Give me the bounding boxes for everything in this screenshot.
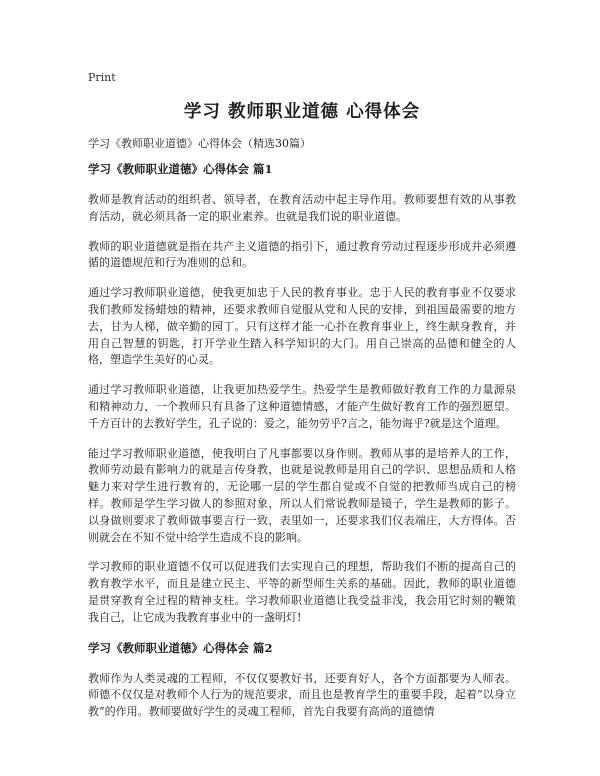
- paragraph: 教师的职业道德就是指在共产主义道德的指引下，通过教育劳动过程逐步形成并必须遵循的道德规范和行为准则的总和。: [88, 239, 516, 270]
- section-heading-2: 学习《教师职业道德》心得体会 篇2: [88, 640, 273, 655]
- section-heading-1: 学习《教师职业道德》心得体会 篇1: [88, 162, 273, 176]
- document-body: [88, 0, 516, 776]
- paragraph: 通过学习教师职业道德，使我更加忠于人民的教育事业。忠于人民的教育事业不仅要求我们教师发扬蜡烛的精神，还要求教师自觉服从党和人民的安排，到祖国最需要的地方去，甘为人梯，做辛勤的园丁。只有这样才能一心扑在教育事业上，终生献身教育，并用自己智慧的钥匙，打开学业生踏入科学知识的大门。用自己崇高的品德和健全的人格，塑造学生美好的心灵。: [88, 286, 516, 367]
- paragraph: 教师作为人类灵魂的工程师，不仅仅要教好书，还要育好人，各个方面都要为人师表。师德不仅仅是对教师个人行为的规范要求，而且也是教育学生的重要手段，起着“以身立教”的作用。教师要做好学生的灵魂工程师，首先自我要有高尚的道德情: [88, 671, 516, 719]
- print-label: Print: [88, 71, 116, 84]
- document-content: [88, 161, 516, 734]
- paragraph: 能过学习教师职业道德，使我明白了凡事都要以身作则。教师从事的是培养人的工作，教师劳动最有影响力的就是言传身教，也就是说教师是用自己的学识、思想品质和人格魅力来对学生进行教育的，无论哪一层的学生都自觉或不自觉的把教师当成自己的榜样。教师是学生学习做人的参照对象，所以人们常说教师是镜子，学生是教师的影子。以身做则要求了教师做事要言行一致，表里如一，还要求我们仪表端庄，大方得体。否则就会在不知不觉中给学生造成不良的影响。: [88, 446, 516, 544]
- paragraph: 学习教师的职业道德不仅可以促进我们去实现自己的理想，帮助我们不断的提高自己的教育教学水平，而且是建立民主、平等的新型师生关系的基础。因此，教师的职业道德是贯穿教育全过程的精神支柱。学习教师职业道德让我受益非浅，我会用它时刻的鞭策我自己，让它成为我教育事业中的一盏明灯!: [88, 560, 516, 624]
- document-subtitle: 学习《教师职业道德》心得体会（精选30篇）: [88, 137, 311, 150]
- page-title: 学习 教师职业道德 心得体会: [183, 102, 421, 122]
- paragraph: 教师是教育活动的组织者、领导者，在教育活动中起主导作用。教师要想有效的从事教育活动，就必须具备一定的职业素养。也就是我们说的职业道德。: [88, 193, 516, 223]
- paragraph: 通过学习教师职业道德，让我更加热爱学生。热爱学生是教师做好教育工作的力量源泉和精神动力，一个教师只有具备了这种道德情感，才能产生做好教育工作的强烈愿望。千方百计的去教好学生，孔子说的：爱之，能勿劳乎?言之，能勿诲乎?就是这个道理。: [88, 383, 516, 430]
